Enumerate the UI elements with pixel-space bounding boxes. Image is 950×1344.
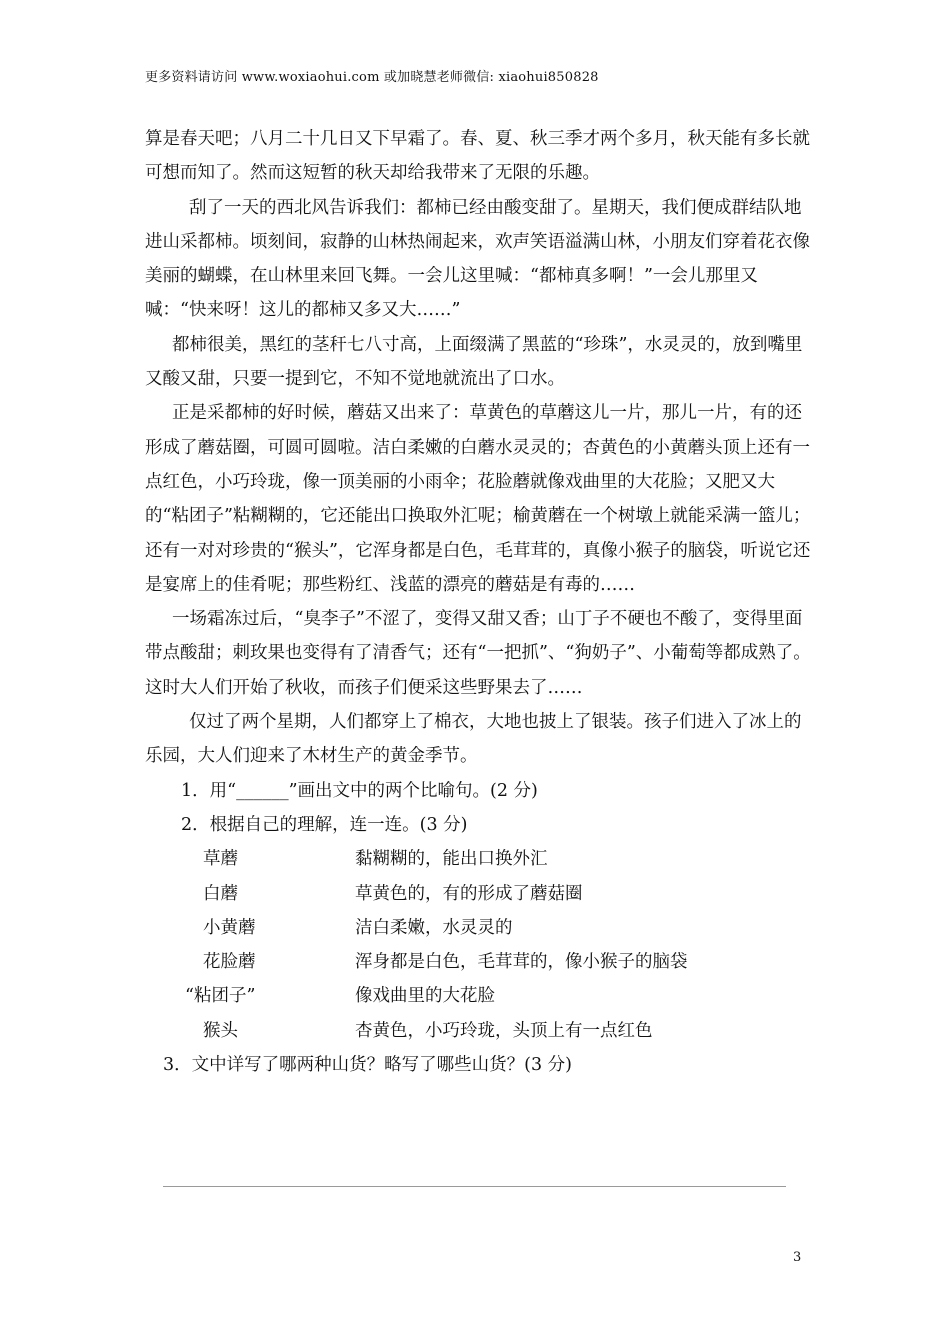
passage-block — [145, 122, 811, 1082]
match-left-item[interactable]: 小黄蘑 — [203, 917, 256, 938]
passage-paragraph-2: 刮了一天的西北风告诉我们：都柿已经由酸变甜了。星期天，我们便成群结队地进山采都柿。顷刻间，寂静的山林热闹起来，欢声笑语溢满山林，小朋友们穿着花衣像美丽的蝴蝶，在山林里来回飞舞。一会儿这里喊：“都柿真多啊！”一会儿那里又喊：“快来呀！这儿的都柿又多又大……” — [145, 197, 810, 321]
matching-row — [145, 1014, 811, 1048]
matching-exercise — [145, 842, 811, 1048]
question-2: 2．根据自己的理解，连一连。(3 分) — [181, 814, 468, 835]
matching-row — [145, 877, 811, 911]
match-right-item[interactable]: 黏糊糊的，能出口换外汇 — [355, 849, 548, 870]
matching-row — [145, 979, 811, 1013]
match-left-item[interactable]: “粘团子” — [185, 986, 256, 1007]
match-left-item[interactable]: 草蘑 — [203, 849, 238, 870]
match-right-item[interactable]: 洁白柔嫩，水灵灵的 — [355, 917, 513, 938]
passage-paragraph-6: 仅过了两个星期，人们都穿上了棉衣，大地也披上了银装。孩子们进入了冰上的乐园，大人们迎来了木材生产的黄金季节。 — [145, 712, 802, 767]
matching-row — [145, 945, 811, 979]
match-right-item[interactable]: 浑身都是白色，毛茸茸的，像小猴子的脑袋 — [355, 952, 688, 973]
match-left-item[interactable]: 猴头 — [203, 1020, 238, 1041]
passage-paragraph-4: 正是采都柿的好时候，蘑菇又出来了：草黄色的草蘑这儿一片，那儿一片，有的还形成了蘑菇圈，可圆可圆啦。洁白柔嫩的白蘑水灵灵的；杏黄色的小黄蘑头顶上还有一点红色，小巧玲珑，像一顶美丽的小雨伞；花脸蘑就像戏曲里的大花脸；又肥又大的“粘团子”粘糊糊的，它还能出口换取外汇呢；榆黄蘑在一个树墩上就能采满一篮儿；还有一对对珍贵的“猴头”，它浑身都是白色，毛茸茸的，真像小猴子的脑袋，听说它还是宴席上的佳肴呢；那些粉红、浅蓝的漂亮的蘑菇是有毒的…… — [145, 403, 811, 595]
match-right-item[interactable]: 像戏曲里的大花脸 — [355, 986, 495, 1007]
answer-line[interactable] — [163, 1186, 786, 1187]
page-number: 3 — [793, 1250, 802, 1265]
match-right-item[interactable]: 杏黄色，小巧玲珑，头顶上有一点红色 — [355, 1020, 653, 1041]
match-left-item[interactable]: 花脸蘑 — [203, 952, 256, 973]
passage-paragraph-3: 都柿很美，黑红的茎秆七八寸高，上面缀满了黑蓝的“珍珠”，水灵灵的，放到嘴里又酸又甜，只要一提到它，不知不觉地就流出了口水。 — [145, 334, 803, 390]
match-right-item[interactable]: 草黄色的，有的形成了蘑菇圈 — [355, 883, 583, 904]
matching-row — [145, 911, 811, 945]
matching-row — [145, 842, 811, 876]
question-1: 1．用“______”画出文中的两个比喻句。(2 分) — [181, 780, 538, 801]
page-header: 更多资料请访问 www.woxiaohui.com 或加晓慧老师微信: xiaohui850828 — [145, 70, 599, 85]
match-left-item[interactable]: 白蘑 — [203, 883, 238, 904]
passage-paragraph-5: 一场霜冻过后，“臭李子”不涩了，变得又甜又香；山丁子不硬也不酸了，变得里面带点酸甜；刺玫果也变得有了清香气；还有“一把抓”、“狗奶子”、小葡萄等都成熟了。这时大人们开始了秋收，而孩子们便采这些野果去了…… — [145, 609, 811, 698]
question-3: 3．文中详写了哪两种山货？略写了哪些山货？(3 分) — [163, 1055, 572, 1076]
passage-paragraph-1: 算是春天吧；八月二十几日又下早霜了。春、夏、秋三季才两个多月，秋天能有多长就可想而知了。然而这短暂的秋天却给我带来了无限的乐趣。 — [145, 129, 810, 184]
